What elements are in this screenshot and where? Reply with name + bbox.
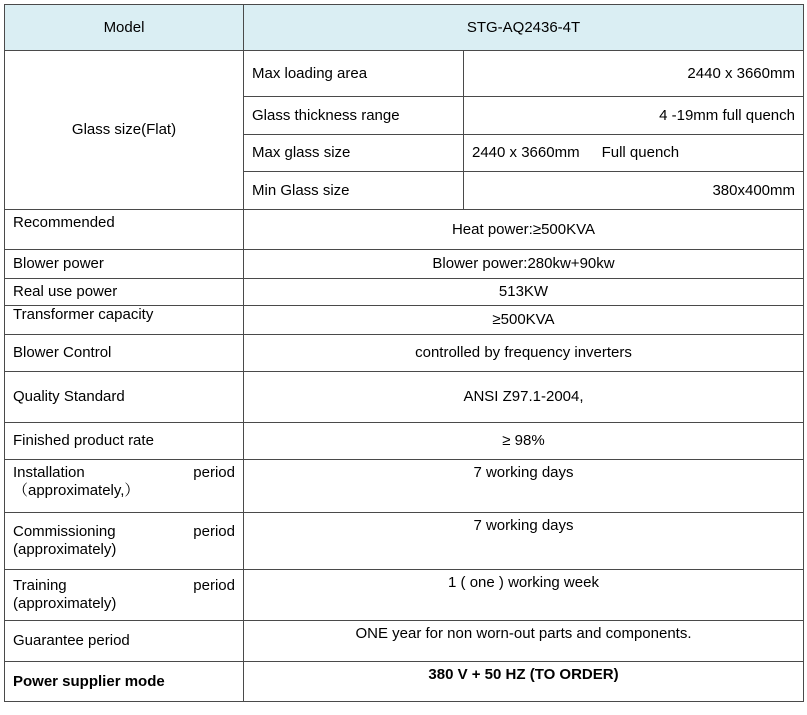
- commissioning-label: [5, 513, 244, 570]
- commissioning-label-period: period: [193, 523, 235, 540]
- commissioning-label-approx: (approximately): [13, 541, 117, 558]
- recommended-row: [5, 210, 804, 250]
- finished-rate-label: Finished product rate: [5, 423, 244, 460]
- max-glass-size-dimension: 2440 x 3660mm: [472, 144, 580, 161]
- training-label: [5, 570, 244, 621]
- blower-power-value: Blower power:280kw+90kw: [244, 250, 804, 279]
- commissioning-row: [5, 513, 804, 570]
- blower-power-row: [5, 250, 804, 279]
- min-glass-size-label: Min Glass size: [244, 172, 464, 210]
- training-row: [5, 570, 804, 621]
- model-label: Model: [5, 5, 244, 51]
- training-label-period: period: [193, 577, 235, 594]
- real-use-power-label: Real use power: [5, 279, 244, 306]
- installation-label-period: period: [193, 464, 235, 481]
- transformer-row: [5, 306, 804, 335]
- recommended-label: Recommended: [5, 210, 244, 250]
- real-use-power-value: 513KW: [244, 279, 804, 306]
- glass-thickness-value: 4 -19mm full quench: [464, 97, 804, 135]
- max-glass-size-label: Max glass size: [244, 135, 464, 172]
- quality-standard-value: ANSI Z97.1-2004,: [244, 372, 804, 423]
- min-glass-size-value: 380x400mm: [464, 172, 804, 210]
- power-supplier-value: 380 V + 50 HZ (TO ORDER): [244, 662, 804, 702]
- power-supplier-row: [5, 662, 804, 702]
- glass-size-row: [5, 51, 804, 97]
- glass-thickness-label: Glass thickness range: [244, 97, 464, 135]
- blower-control-row: [5, 335, 804, 372]
- installation-row: [5, 460, 804, 513]
- training-label-approx: (approximately): [13, 595, 117, 612]
- model-value: STG-AQ2436-4T: [244, 5, 804, 51]
- finished-rate-value: ≥ 98%: [244, 423, 804, 460]
- power-supplier-label: Power supplier mode: [5, 662, 244, 702]
- blower-power-label: Blower power: [5, 250, 244, 279]
- blower-control-value: controlled by frequency inverters: [244, 335, 804, 372]
- installation-label: [5, 460, 244, 513]
- real-use-power-row: [5, 279, 804, 306]
- max-loading-area-label: Max loading area: [244, 51, 464, 97]
- guarantee-label: Guarantee period: [5, 621, 244, 662]
- commissioning-value: 7 working days: [244, 513, 804, 570]
- installation-label-approx: （approximately,）: [13, 482, 140, 499]
- quality-standard-row: [5, 372, 804, 423]
- quality-standard-label: Quality Standard: [5, 372, 244, 423]
- guarantee-value: ONE year for non worn-out parts and components.: [244, 621, 804, 662]
- guarantee-row: [5, 621, 804, 662]
- training-value: 1 ( one ) working week: [244, 570, 804, 621]
- transformer-value: ≥500KVA: [244, 306, 804, 335]
- commissioning-label-word: Commissioning: [13, 523, 116, 540]
- max-glass-size-value: [464, 135, 804, 172]
- finished-rate-row: [5, 423, 804, 460]
- installation-value: 7 working days: [244, 460, 804, 513]
- blower-control-label: Blower Control: [5, 335, 244, 372]
- training-label-word: Training: [13, 577, 67, 594]
- max-loading-area-value: 2440 x 3660mm: [464, 51, 804, 97]
- model-row: [5, 5, 804, 51]
- installation-label-word: Installation: [13, 464, 85, 481]
- glass-size-label: Glass size(Flat): [5, 51, 244, 210]
- recommended-value: Heat power:≥500KVA: [244, 210, 804, 250]
- max-glass-size-quench: Full quench: [601, 144, 680, 161]
- transformer-label: Transformer capacity: [5, 306, 244, 335]
- spec-table: [4, 4, 804, 702]
